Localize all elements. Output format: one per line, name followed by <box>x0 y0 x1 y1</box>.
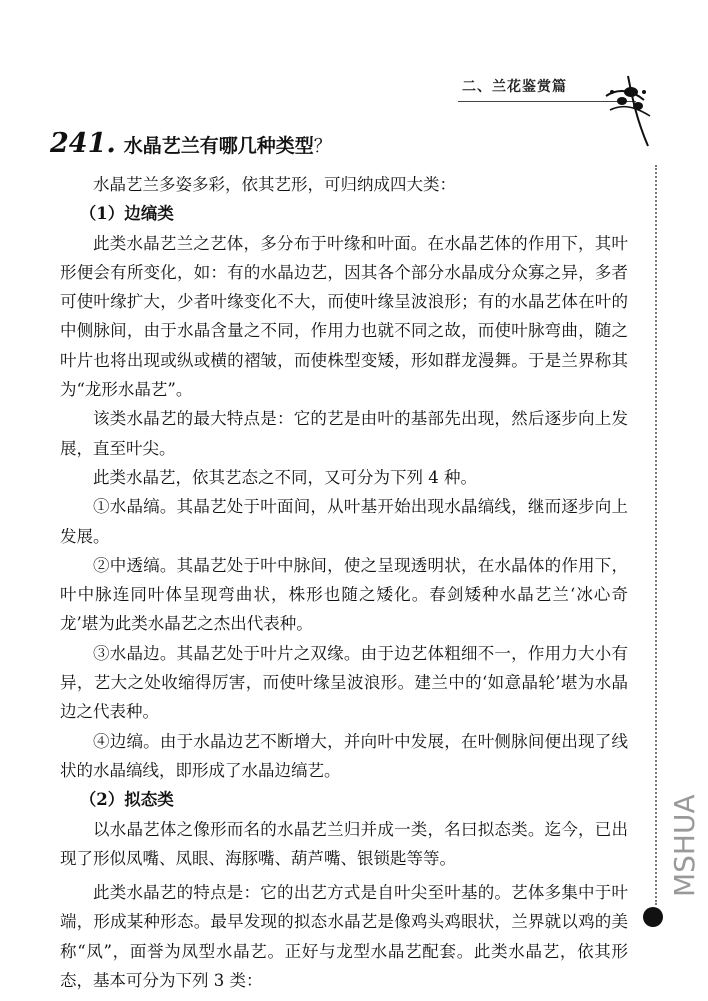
question-title <box>50 128 332 159</box>
paragraph: 以水晶艺体之像形而名的水晶艺兰归并成一类，名曰拟态类。迄今，已出现了形似凤嘴、凤眼、海豚嘴、葫芦嘴、银锁匙等等。 <box>60 819 628 868</box>
paragraph: 此类水晶艺，依其艺态之不同，又可分为下列 4 种。 <box>93 467 477 487</box>
paragraph: 该类水晶艺的最大特点是：它的艺是由叶的基部先出现，然后逐步向上发展，直至叶尖。 <box>60 409 628 458</box>
running-header: 二、兰花鉴赏篇 <box>462 79 567 95</box>
section-heading: （1）边缟类 <box>79 204 174 224</box>
paragraph: 此类水晶艺的特点是：它的出艺方式是自叶尖至叶基的。艺体多集中于叶端，形成某种形态。最早发现的拟态水晶艺是像鸡头鸡眼状，兰界就以鸡的美称“凤”，面誉为凤型水晶艺。正好与龙型水晶艺配套。此类水晶艺，依其形态，基本可分为下列 3 类： <box>60 883 628 991</box>
paragraph: ④边缟。由于水晶边艺不断增大，并向叶中发展，在叶侧脉间便出现了线状的水晶缟线，即形成了水晶边缟艺。 <box>60 731 628 780</box>
paragraph: 此类水晶艺兰之艺体，多分布于叶缘和叶面。在水晶艺体的作用下，其叶形便会有所变化，如：有的水晶边艺，因其各个部分水晶成分众寡之异，多者可使叶缘扩大，少者叶缘变化不大，而使叶缘呈波浪形；有的水晶艺体在叶的中侧脉间，由于水晶含量之不同，作用力也就不同之故，而使叶脉弯曲，随之叶片也将出现或纵或横的褶皱，而使株型变矮，形如群龙漫舞。于是兰界称其为“龙形水晶艺”。 <box>60 233 628 400</box>
paragraph: ③水晶边。其晶艺处于叶片之双缘。由于边艺体粗细不一，作用力大小有异，艺大之处收缩得厉害，而使叶缘呈波浪形。建兰中的‘如意晶轮’堪为水晶边之代表种。 <box>60 643 628 722</box>
body-text <box>60 170 628 995</box>
paragraph: ①水晶缟。其晶艺处于叶面间，从叶基开始出现水晶缟线，继而逐步向上发展。 <box>60 497 628 546</box>
section-heading: （2）拟态类 <box>79 790 174 810</box>
question-text: 水晶艺兰有哪几种类型 <box>123 135 314 157</box>
page-marker-dot <box>643 907 663 927</box>
question-number: 241. <box>50 128 116 159</box>
paragraph: ②中透缟。其晶艺处于叶中脉间，使之呈现透明状，在水晶体的作用下，叶中脉连同叶体呈现弯曲状，株形也随之矮化。春剑矮种水晶艺兰‘冰心奇龙’堪为此类水晶艺之杰出代表种。 <box>60 555 628 634</box>
paragraph: 水晶艺兰多姿多彩，依其艺形，可归纳成四大类： <box>93 175 456 194</box>
orchid-branch-icon <box>598 66 658 156</box>
watermark: MSHUA <box>668 794 701 897</box>
page-edge-dotted-rule <box>655 165 657 905</box>
question-mark: ？ <box>313 136 332 157</box>
